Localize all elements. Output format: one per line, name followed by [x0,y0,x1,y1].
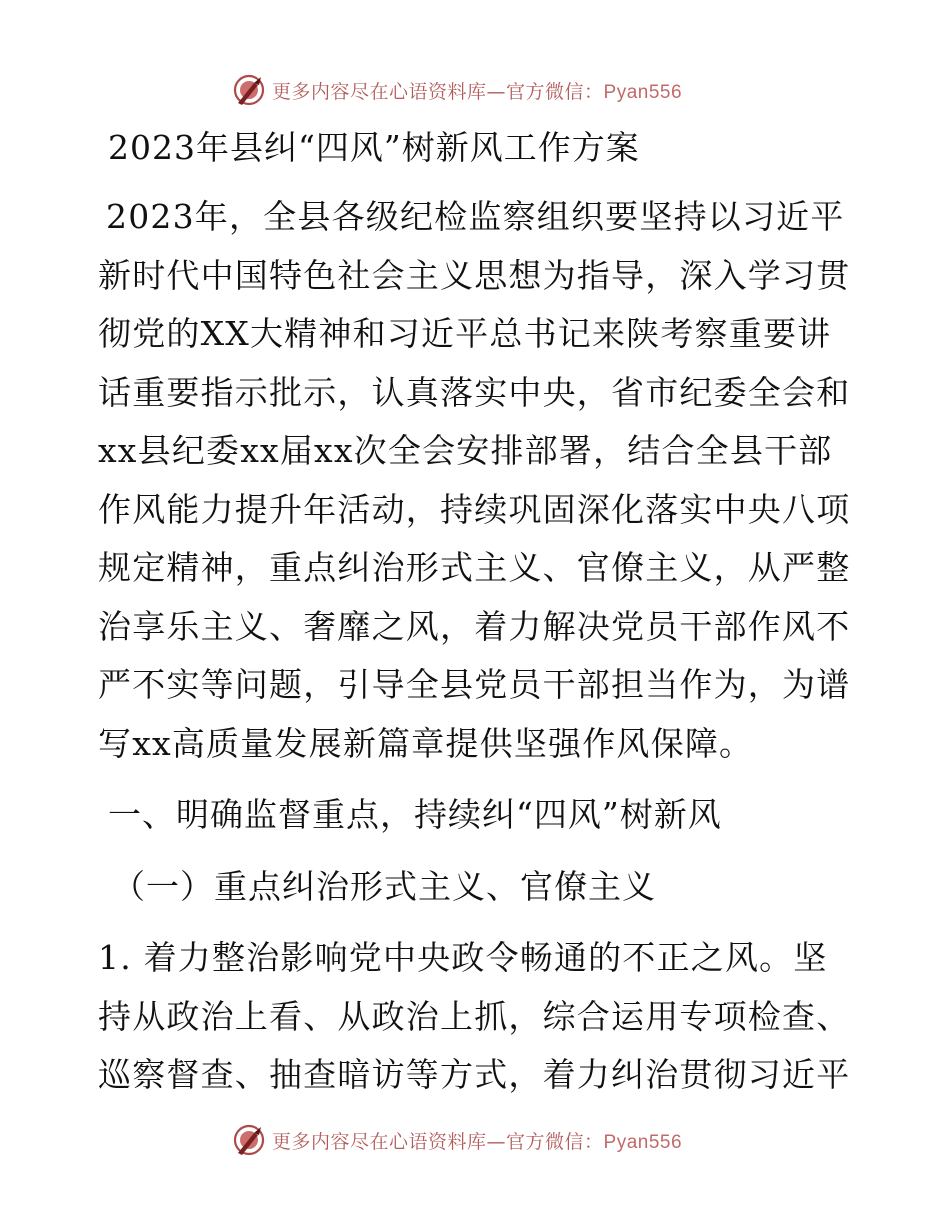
paragraph-line: 规定精神，重点纠治形式主义、官僚主义，从严整 [98,548,851,587]
watermark-text: 更多内容尽在心语资料库—官方微信：Pyan556 [272,80,683,103]
watermark-text: 更多内容尽在心语资料库—官方微信：Pyan556 [272,1130,683,1153]
paragraph-line: 2023年，全县各级纪检监察组织要坚持以习近平 [106,197,845,236]
paragraph-line: 严不实等问题，引导全县党员干部担当作为，为谱 [98,665,851,704]
section-heading: 一、明确监督重点，持续纠“四风”树新风 [108,795,722,834]
intro-paragraph [98,188,858,773]
wechat-id: Pyan556 [603,1131,683,1153]
paragraph-line: 新时代中国特色社会主义思想为指导，深入学习贯 [98,255,851,295]
paragraph-line: 巡察督查、抽查暗访等方式，着力纠治贯彻习近平 [98,1055,851,1094]
quill-logo-icon [232,1123,266,1157]
document-title: 2023年县纠“四风”树新风工作方案 [108,128,640,167]
watermark-footer [232,1122,682,1158]
document-body [98,120,858,1105]
subsection-heading: （一）重点纠治形式主义、官僚主义 [112,867,656,906]
paragraph-line: 写xx高质量发展新篇章提供坚强作风保障。 [98,723,754,763]
paragraph-line: 1. 着力整治影响党中央政令畅通的不正之风。坚 [98,938,828,977]
wechat-id: Pyan556 [603,81,683,103]
quill-logo-icon [232,73,266,107]
paragraph-line: 彻党的XX大精神和习近平总书记来陕考察重要讲 [98,314,832,353]
paragraph-line: 作风能力提升年活动，持续巩固深化落实中央八项 [98,489,851,529]
watermark-header [232,72,682,108]
item-paragraph [98,929,858,1105]
paragraph-line: xx县纪委xx届xx次全会安排部署，结合全县干部 [98,431,833,470]
paragraph-line: 话重要指示批示，认真落实中央，省市纪委全会和 [98,372,851,412]
paragraph-line: 治享乐主义、奢靡之风，着力解决党员干部作风不 [98,606,851,646]
paragraph-line: 持从政治上看、从政治上抓，综合运用专项检查、 [98,996,851,1036]
